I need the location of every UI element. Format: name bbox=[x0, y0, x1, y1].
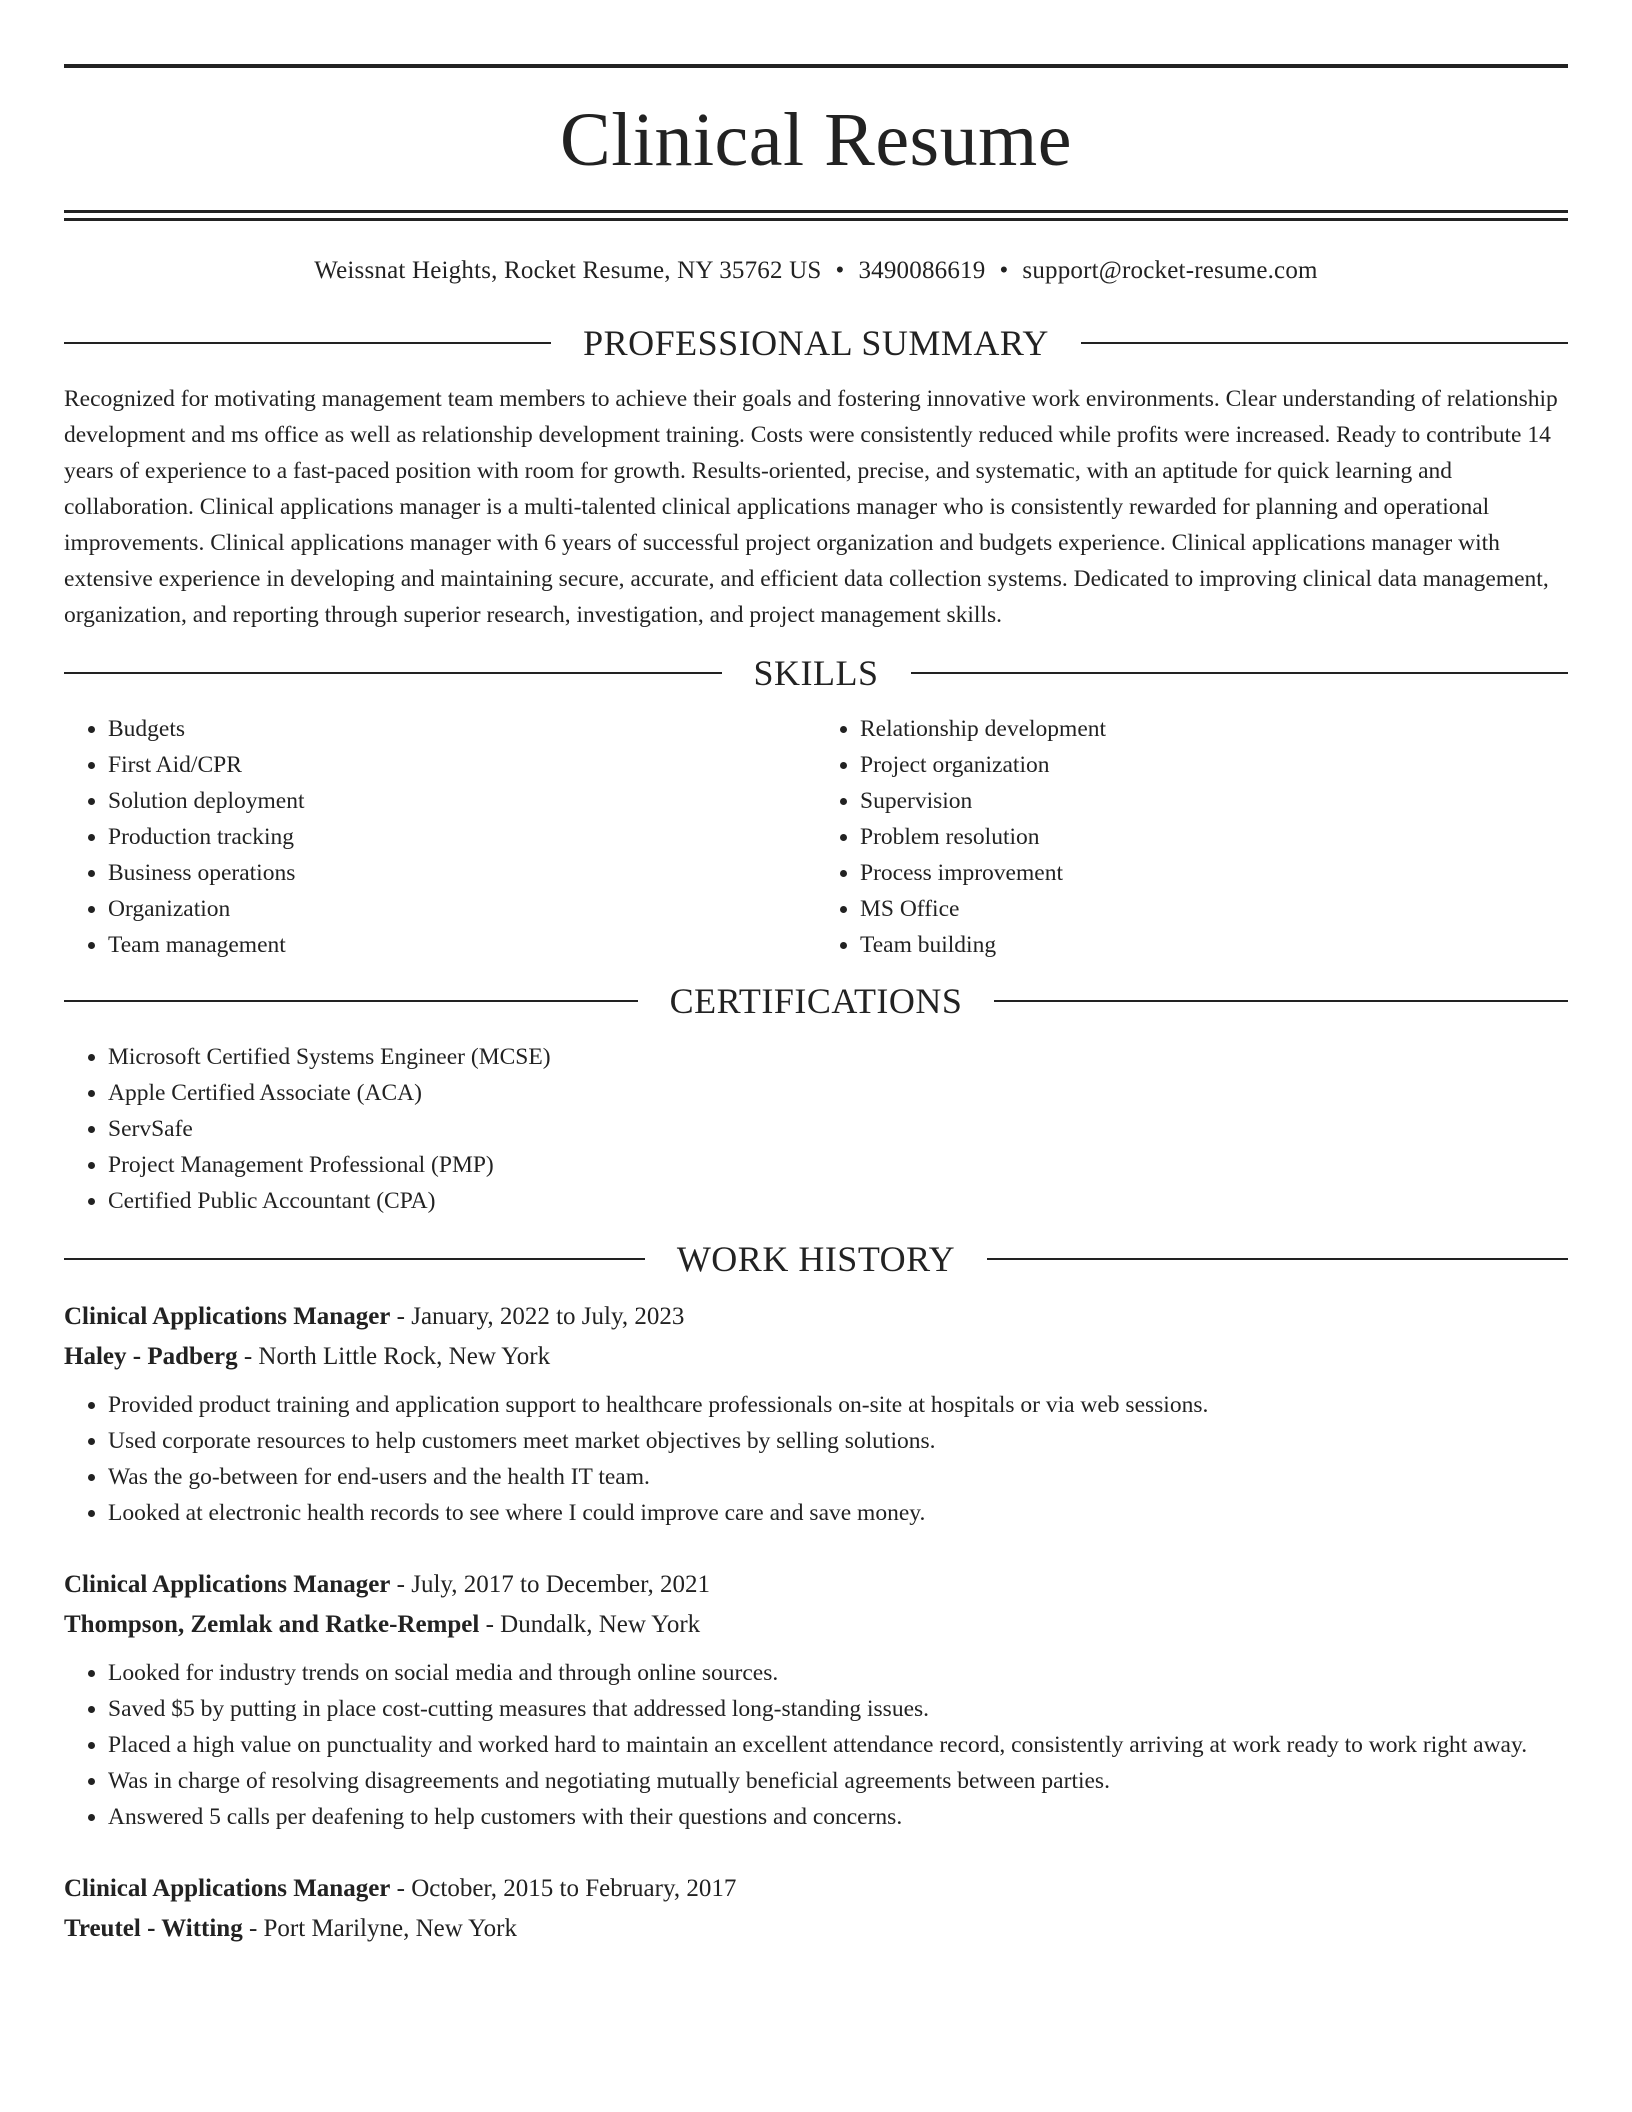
certification-item: • Project Management Professional (PMP) bbox=[108, 1147, 1568, 1183]
skill-item: • Business operations bbox=[108, 855, 816, 891]
job-dash: - bbox=[396, 1875, 405, 1902]
skill-item: • Process improvement bbox=[860, 855, 1568, 891]
job-dash: - bbox=[396, 1303, 405, 1330]
job-bullet: • Placed a high value on punctuality and worked hard to maintain an excellent attendance record, consistently arriving at work ready to work right away. bbox=[108, 1727, 1568, 1763]
job-title: Clinical Applications Manager bbox=[64, 1303, 391, 1330]
skill-item: • Budgets bbox=[108, 711, 816, 747]
work-history-heading bbox=[64, 1241, 1568, 1277]
job-company: Thompson, Zemlak and Ratke-Rempel bbox=[64, 1611, 480, 1638]
certification-item: • ServSafe bbox=[108, 1111, 1568, 1147]
job-entry bbox=[64, 1869, 1568, 1949]
job-location: Dundalk, New York bbox=[500, 1611, 701, 1638]
certifications-heading-text: CERTIFICATIONS bbox=[669, 981, 963, 1021]
job-company-line bbox=[64, 1337, 1568, 1377]
skill-item: • Supervision bbox=[860, 783, 1568, 819]
job-bullet: • Saved $5 by putting in place cost-cutting measures that addressed long-standing issues. bbox=[108, 1691, 1568, 1727]
job-dates: October, 2015 to February, 2017 bbox=[411, 1875, 737, 1902]
job-bullet: • Provided product training and application support to healthcare professionals on-site at hospitals or via web sessions. bbox=[108, 1387, 1568, 1423]
job-dates: July, 2017 to December, 2021 bbox=[411, 1571, 710, 1598]
job-location: North Little Rock, New York bbox=[258, 1343, 551, 1370]
skill-item: • Team building bbox=[860, 927, 1568, 963]
skill-item: • First Aid/CPR bbox=[108, 747, 816, 783]
contact-phone: 3490086619 bbox=[858, 257, 986, 284]
skill-item: • MS Office bbox=[860, 891, 1568, 927]
skill-item: • Project organization bbox=[860, 747, 1568, 783]
job-bullets bbox=[64, 1655, 1568, 1835]
skill-item: • Solution deployment bbox=[108, 783, 816, 819]
skill-item: • Organization bbox=[108, 891, 816, 927]
title-double-rule bbox=[64, 210, 1568, 221]
job-location: Port Marilyne, New York bbox=[263, 1915, 517, 1942]
skill-item: • Relationship development bbox=[860, 711, 1568, 747]
contact-address: Weissnat Heights, Rocket Resume, NY 35762 US bbox=[314, 257, 822, 284]
job-dates: January, 2022 to July, 2023 bbox=[411, 1303, 685, 1330]
resume-page bbox=[64, 0, 1568, 1949]
job-title: Clinical Applications Manager bbox=[64, 1571, 391, 1598]
summary-heading-text: PROFESSIONAL SUMMARY bbox=[583, 323, 1049, 363]
job-company: Haley - Padberg bbox=[64, 1343, 238, 1370]
job-dash: - bbox=[396, 1571, 405, 1598]
job-bullet: • Looked at electronic health records to see where I could improve care and save money. bbox=[108, 1495, 1568, 1531]
skills-list-left bbox=[64, 711, 816, 963]
job-dash: - bbox=[485, 1611, 494, 1638]
skill-item: • Team management bbox=[108, 927, 816, 963]
certification-item: • Microsoft Certified Systems Engineer (MCSE) bbox=[108, 1039, 1568, 1075]
job-title-line bbox=[64, 1565, 1568, 1605]
skills-list-right bbox=[816, 711, 1568, 963]
certification-item: • Certified Public Accountant (CPA) bbox=[108, 1183, 1568, 1219]
job-bullet: • Looked for industry trends on social media and through online sources. bbox=[108, 1655, 1568, 1691]
job-company: Treutel - Witting bbox=[64, 1915, 243, 1942]
job-title-line bbox=[64, 1869, 1568, 1909]
certifications-list bbox=[64, 1039, 1568, 1219]
job-entry bbox=[64, 1565, 1568, 1835]
skill-item: • Problem resolution bbox=[860, 819, 1568, 855]
job-bullet: • Was in charge of resolving disagreements and negotiating mutually beneficial agreements between parties. bbox=[108, 1763, 1568, 1799]
contact-email: support@rocket-resume.com bbox=[1022, 257, 1318, 284]
summary-text: Recognized for motivating management team members to achieve their goals and fostering innovative work environments. Clear understanding of relationship development and ms office as well as relationship development training. Costs were consistently reduced while profits were increased. Ready to contribute 14 years of experience to a fast-paced position with room for growth. Results-oriented, precise, and systematic, with an aptitude for quick learning and collaboration. Clinical applications manager is a multi-talented clinical applications manager who is consistently rewarded for planning and operational improvements. Clinical applications manager with 6 years of successful project organization and budgets experience. Clinical applications manager with extensive experience in developing and maintaining secure, accurate, and efficient data collection systems. Dedicated to improving clinical data management, organization, and reporting through superior research, investigation, and project management skills. bbox=[64, 386, 1558, 628]
job-title: Clinical Applications Manager bbox=[64, 1875, 391, 1902]
job-dash: - bbox=[248, 1915, 258, 1942]
resume-title: Clinical Resume bbox=[560, 98, 1072, 182]
skill-item: • Production tracking bbox=[108, 819, 816, 855]
job-company-line bbox=[64, 1909, 1568, 1949]
job-company-line bbox=[64, 1605, 1568, 1645]
job-dash: - bbox=[243, 1343, 253, 1370]
summary-heading bbox=[64, 325, 1568, 361]
work-history-heading-text: WORK HISTORY bbox=[676, 1239, 956, 1279]
top-rule bbox=[64, 64, 1568, 68]
certification-item: • Apple Certified Associate (ACA) bbox=[108, 1075, 1568, 1111]
contact-separator: • bbox=[835, 257, 845, 284]
job-bullet: • Used corporate resources to help customers meet market objectives by selling solutions. bbox=[108, 1423, 1568, 1459]
job-title-line bbox=[64, 1297, 1568, 1337]
job-bullets bbox=[64, 1387, 1568, 1531]
certifications-heading bbox=[64, 983, 1568, 1019]
skills-heading-text: SKILLS bbox=[753, 653, 879, 693]
job-bullet: • Was the go-between for end-users and the health IT team. bbox=[108, 1459, 1568, 1495]
contact-separator: • bbox=[999, 257, 1009, 284]
job-bullet: • Answered 5 calls per deafening to help customers with their questions and concerns. bbox=[108, 1799, 1568, 1835]
contact-line bbox=[64, 257, 1568, 285]
job-entry bbox=[64, 1297, 1568, 1531]
skills-columns bbox=[64, 711, 1568, 963]
skills-heading bbox=[64, 655, 1568, 691]
